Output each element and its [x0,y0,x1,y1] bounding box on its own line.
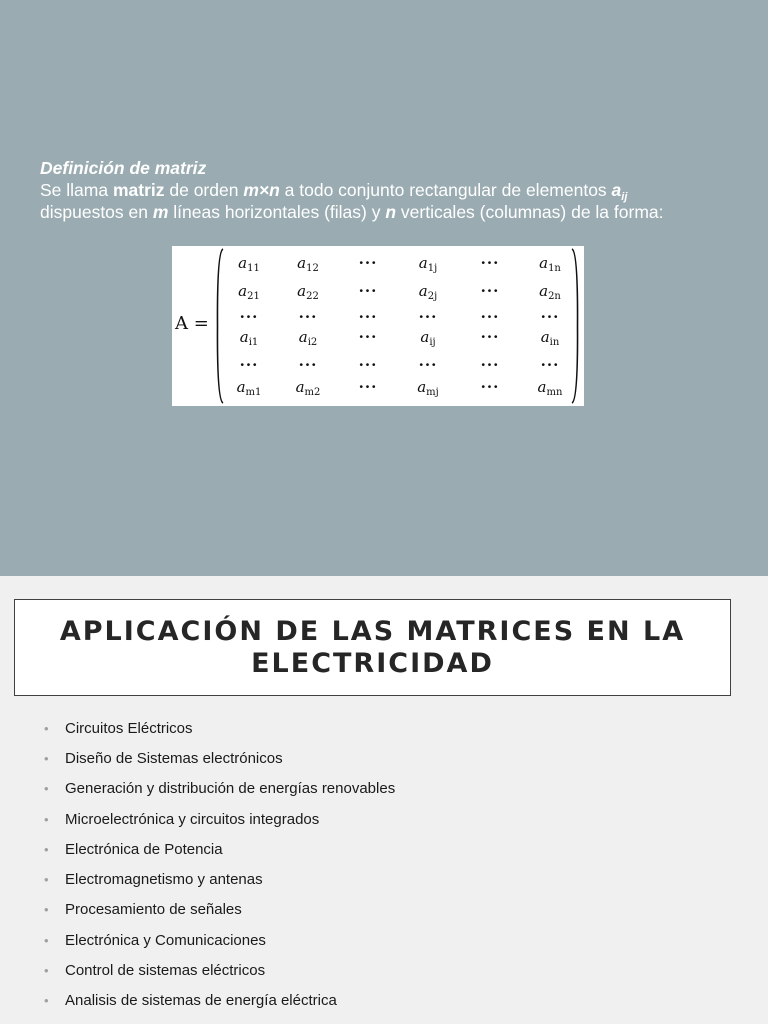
title-box [14,599,731,696]
element-index: m1 [245,387,262,398]
left-bracket-icon [216,248,224,404]
list-item [44,955,395,985]
matrix-element [238,254,260,272]
definition-title: Definición de matriz [40,158,207,178]
matrix-ellipsis: ··· [540,356,560,374]
element-base: a [539,254,549,272]
matrix-element [299,328,318,346]
matrix-element [420,328,435,346]
definition-block [40,157,750,223]
matrix-ellipsis: ··· [239,356,259,374]
matrix-ellipsis: ··· [480,308,500,326]
matrix-ellipsis: ··· [480,328,500,346]
list-item [44,834,395,864]
matrix-ellipsis: ··· [358,282,378,300]
element-index: 12 [306,263,319,274]
list-item [44,986,395,1016]
matrix-ellipsis: ··· [239,308,259,326]
element-index: 22 [306,291,319,302]
matrix-ellipsis: ··· [358,328,378,346]
matrix-element [296,378,321,396]
term-n: n [385,202,397,222]
text-run: de orden [164,180,244,200]
element-base: a [417,378,427,396]
matrix-element [297,254,319,272]
element-index: mj [426,387,439,398]
matrix-ellipsis: ··· [480,378,500,396]
element-base: a [298,328,308,346]
element-index: in [549,337,560,348]
matrix-ellipsis: ··· [480,282,500,300]
list-item [44,774,395,804]
list-item [44,925,395,955]
matrix-ellipsis: ··· [540,308,560,326]
list-item [44,895,395,925]
matrix-element [538,378,563,396]
element-base: a [236,378,246,396]
element-base: a [420,328,430,346]
text-run: Se llama [40,180,113,200]
list-item-label: Circuitos Eléctricos [65,719,193,737]
element-index: 2n [548,291,561,302]
bullet-icon: • [44,750,49,766]
matrix-element [238,282,260,300]
bullet-icon: • [44,932,49,948]
element-base: a [418,254,428,272]
list-item-label: Procesamiento de señales [65,901,242,919]
matrix-lhs: A = [175,313,209,334]
matrix-element [539,282,561,300]
matrix-ellipsis: ··· [358,308,378,326]
matrix-ellipsis: ··· [298,308,318,326]
matrix-ellipsis: ··· [358,378,378,396]
list-item-label: Analisis de sistemas de energía eléctrica [65,992,337,1010]
element-index: 21 [247,291,260,302]
list-item [44,864,395,894]
element-index: 1j [427,263,438,274]
slide-title-line-1: APLICACIÓN DE LAS MATRICES EN LA [59,615,686,647]
element-index: ij [429,337,436,348]
matrix-element [541,328,560,346]
matrix-element [297,282,319,300]
element-index: 11 [247,263,260,274]
matrix-element [240,328,259,346]
list-item-label: Electrónica de Potencia [65,840,223,858]
text-run: a todo conjunto rectangular de elementos [279,180,612,200]
list-item-label: Control de sistemas eléctricos [65,962,266,980]
element-base: a [537,378,547,396]
element-index: i2 [307,337,318,348]
slide-applications [0,576,768,1024]
list-item-label: Generación y distribución de energías renovables [65,780,396,798]
element-base: a [540,328,550,346]
matrix-ellipsis: ··· [480,356,500,374]
term-matriz: matriz [112,180,165,200]
list-item-label: Diseño de Sistemas electrónicos [65,749,283,767]
bullet-icon: • [44,841,49,857]
slide-title [60,616,685,680]
matrix-image [172,246,584,406]
list-item-label: Electromagnetismo y antenas [65,871,263,889]
definition-line-2 [40,201,750,223]
element-index: i1 [248,337,259,348]
element-base: a [239,328,249,346]
bullet-icon: • [44,902,49,918]
matrix-ellipsis: ··· [418,308,438,326]
list-item [44,713,395,743]
slide-title-line-2: ELECTRICIDAD [251,647,494,679]
element-base: a [539,282,549,300]
matrix-ellipsis: ··· [358,356,378,374]
bullet-icon: • [44,811,49,827]
matrix-element [419,254,437,272]
element-index: m2 [304,387,321,398]
element-base: a [297,254,307,272]
bullet-icon: • [44,963,49,979]
matrix-element [419,282,437,300]
matrix-ellipsis: ··· [358,254,378,272]
bullet-icon: • [44,781,49,797]
list-item-label: Microelectrónica y circuitos integrados [65,810,320,828]
right-bracket-icon [571,248,579,404]
bullet-icon: • [44,720,49,736]
element-base: a [238,282,248,300]
element-index: 1n [548,263,561,274]
matrix-element [417,378,439,396]
definition-line-1 [40,179,750,201]
matrix-ellipsis: ··· [480,254,500,272]
applications-list [44,713,395,1016]
list-item-label: Electrónica y Comunicaciones [65,931,266,949]
element-base: a [297,282,307,300]
element-symbol: a [611,180,622,200]
element-subscript: ij [621,191,628,203]
text-run: verticales (columnas) de la forma: [396,202,664,222]
list-item [44,743,395,773]
element-index: mn [546,387,563,398]
matrix-element [237,378,262,396]
bullet-icon: • [44,872,49,888]
element-index: 2j [427,291,438,302]
text-run: dispuestos en [40,202,153,222]
list-item [44,804,395,834]
matrix-ellipsis: ··· [298,356,318,374]
matrix-ellipsis: ··· [418,356,438,374]
element-base: a [295,378,305,396]
text-run: líneas horizontales (filas) y [168,202,386,222]
term-m: m [152,202,169,222]
element-base: a [238,254,248,272]
bullet-icon: • [44,993,49,1009]
matrix-element [539,254,561,272]
term-order: m×n [243,180,280,200]
element-base: a [418,282,428,300]
